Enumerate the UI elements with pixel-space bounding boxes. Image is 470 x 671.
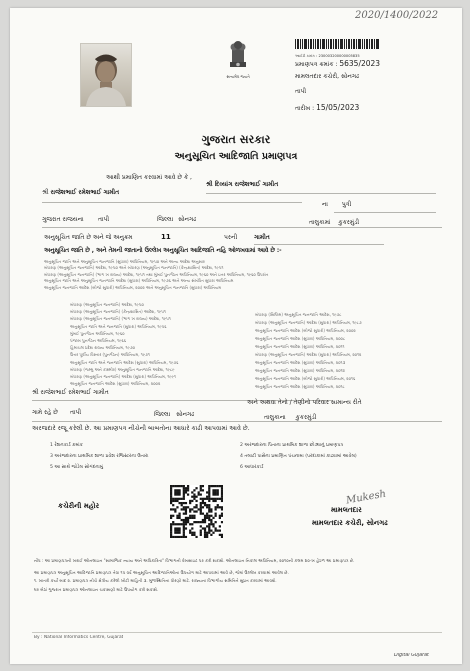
legal-line: બંધારણ (અનુસૂચિત જનજાતિ) (ભાગ ખ રાજ્ય) આદેશ, ૧૯૫૧ તથા મુંબઈ પુનર્ગઠન અધિનિયમ, ૧૯૬૦ અને ઇતર અધિનિયમ, ૧૯૬૦ ઉપરાંત [44,271,269,277]
residence-underline [32,421,442,422]
state-text: ગુજરાત રાજયના [42,216,84,223]
applicant-photo [80,43,132,107]
issue-date-row [295,103,359,113]
act-item: હિમાચલ પ્રદેશ રાજ્ય અધિનિયમ, ૧૯૭૦ [70,345,136,351]
act-item: ઉત્તર પૂર્વીય વિસ્તાર (પુનર્ગઠન) અધિનિયમ, ૧૯૭૧ [70,352,150,358]
barcode-number: આઈડી ક્રમાંક : 230003200000005835 [295,54,360,58]
act-item: અનુસૂચિત જનજાતિ આદેશ (સુધારા) અધિનિયમ, ૨૦૦૨ [70,381,161,387]
footer-note: નોંધ : આ પ્રમાણપત્રની ખરાઈ ઓનલાઇન "સામાજિક ન્યાય અને અધિકારિતા" વિભાગની વેબસાઇટ પર કરી શકાશે. ઓનલાઇન નિકાલ અધિનિયમ, ૨૦૧૦ની કલમ ૪૦-ખ હેઠળ આ પ્રમાણપત્ર છે. [34,558,355,563]
act-item: બંધારણ (સિક્કિમ) અનુસૂચિત જનજાતિ આદેશ, ૧૯૭૮ [255,312,342,317]
act-item: અનુસૂચિત જનજાતિ આદેશ (સુધારા) અધિનિયમ, ૨૦૦૮ [255,336,346,341]
legal-line: બંધારણ (અનુસૂચિત જનજાતિ) આદેશ, ૧૯૫૦ અને બંધારણ (અનુસૂચિત જનજાતિ) (કેન્દ્રશાસિત) આદેશ, ૧૯૫૧ [44,265,224,271]
office-seal-label: કચેરીની મહોર [58,502,100,510]
certificate-page [10,8,462,664]
act-item: અનુસૂચિત જનજાતિ આદેશ (સુધારા) અધિનિયમ, ૨૦૧૪ [255,368,345,373]
certificate-title: અનુસૂચિત આદિજાતિ પ્રમાણપત્ર [174,151,298,162]
item-number: 11 [161,233,171,241]
act-item: બંધારણ (અનુસૂચિત જનજાતિ) (કેન્દ્રશાસિત) આદેશ, ૧૯૫૧ [70,309,166,315]
handwritten-reference: 2020/1400/2022 [355,10,439,21]
barcode-block [295,34,380,59]
document-item: 1 રેશનકાર્ડ ક્રમાંક [50,443,83,448]
officer-signature: Mukesh [345,488,387,507]
nic-credit: By : National Informatics Centre, Gujarat [34,635,124,640]
legal-line: અનુસૂચિત જાતિ અને અનુસૂચિત જનજાતિ આદેશ (સુધારા) અધિનિયમ, ૧૯૭૬ અને અન્ય સંબંધિત સુધારા અધિનિયમ [44,278,234,284]
document-item: 6 આધારકાર્ડ [240,465,264,470]
footer-divider [32,632,442,633]
applicant-name: શ્રી દિવ્યાંગ રાજેશભાઈ ગામીત [206,181,279,188]
resident-statement: અને અથવા તેનો / તેણીનો પરિવાર સામાન્ય રીતે [247,399,362,406]
acts-list-left [70,301,250,387]
qr-code-icon [170,485,223,538]
residence-jilla-row [154,411,194,419]
act-item: બંધારણ (અનુસૂચિત જનજાતિ) આદેશ (સુધારા) અધિનિયમ, ૧૯૮૭ [255,320,362,325]
home-taluka: કુકરમુંડી [338,219,360,226]
tribe-name: ગામીત [254,234,270,241]
father-label: શ્રી [42,189,49,196]
act-item: પંજાબ પુનર્ગઠન અધિનિયમ, ૧૯૬૬ [70,338,126,344]
act-item: બંધારણ (અનુસૂચિત જનજાતિ) આદેશ (સુધારા) અધિનિયમ, ૨૦૧૨ [255,352,362,357]
lion-emblem-icon [221,36,255,70]
documents-right [240,440,445,473]
home-taluka-row [309,219,359,227]
footer-note: આ પ્રમાણપત્ર અનુસૂચિત આદિજાતિ પ્રમાણપત્ર તેવા ૧૫ વર્ષ અનુસૂચિત આદિજાતિઓના ઉપયોગ માટે આપવામાં આવે છે, જેમાં ઉલ્લેખ કરવામાં આવેલ છે. [34,569,289,575]
government-title: ગુજરાત સરકાર [201,133,271,146]
footer-note: ૧. ખાતરી કર્યા બાદ ૨. પ્રમાણપત્ર નીચે ક્ષેત્રીય કરેલી ખોટી માહિતી ૩. મુળસ્થિતિના ધોરણો માટે. રાજ્યના વિભાગીય સમિતિને સુપ્રત કરવામાં આવશે. [34,578,277,583]
act-item: અનુસૂચિત જાતિ અને જનજાતિ આદેશ (સુધારા) અધિનિયમ, ૧૯૭૬ [70,359,179,365]
acts-list-right [255,311,445,391]
residence-taluka-label: તાલુકાના [264,414,286,421]
home-jilla-row [157,216,196,224]
footer-notes [34,557,444,594]
applicant-underline [206,193,436,194]
certificate-number-row [295,59,380,69]
tribe-statement: અનુસૂચિત જાતિ છે , અને તેમની જાતાનો ઉલ્લેખ અનુસૂચિત આદિજાતિ નહિ ઓળખવામાં આવે છે :- [44,248,282,254]
relation-row [322,201,351,209]
act-item: અનુસૂચિત જનજાતિ આદેશ (બીજો સુધારો) અધિનિયમ, ૨૦૦૨ [255,328,356,333]
legal-line: અનુસૂચિત જનજાતિ આદેશ (બીજો સુધારો) અધિનિયમ, ૨૦૦૨ અને અનુસૂચિત જનજાતિ (સુધારા) અધિનિયમ [44,284,222,290]
footer-note: ઘર બેઠાં ગુજરાત પ્રમાણપત્ર ઓનલાઇન ચકાસણી માટે ઉપયોગ કરી શકાશે. [34,586,159,592]
residence-prefix: ગામે રહે છે [32,409,58,416]
officer-title: મામલતદાર [331,506,362,514]
home-district: તાપી [98,216,110,223]
act-item: અનુસૂચિત જનજાતિ આદેશ (સુધારા) અધિનિયમ, ૨૦૧૩ [255,360,346,365]
relation-underline [334,212,436,213]
act-item: અનુસૂચિત જનજાતિ આદેશ (સુધારા) અધિનિયમ, ૨૦૧૮ [255,384,345,389]
relation-label: ના [322,201,328,208]
residence-jilla: સોનગઢ [176,411,195,418]
documents-left [50,440,210,473]
document-item: 2 અરજદારના પિતાના પ્રાથમિક શાળા છોડ્યાનું પ્રમાણપત્ર [240,443,344,448]
issue-date: 15/05/2023 [316,103,360,112]
document-item: 3 અરજદારના પ્રાથમિક શાળા પ્રવેશ રજિસ્ટરના ઉતારા [50,454,149,459]
residence-district: તાપી [70,409,82,416]
act-item: અનુસૂચિત જનજાતિ આદેશ (બીજો સુધારો) અધિનિયમ, ૨૦૧૬ [255,376,356,381]
certificate-number-label: પ્રમાણપત્ર ક્રમાંક : [295,61,338,68]
intro-text: આથી પ્રમાણિત કરવામાં આવે છે કે , [106,174,192,181]
tribe-underline [254,244,384,245]
resident-person: શ્રી રાજેશભાઈ રમેશભાઈ ગામીત [32,389,109,396]
digital-gujarat-credit: Digital Gujarat [394,653,429,658]
item-label: અનુસૂચિત જાતિ છે અને જે અનુક્રમ [44,234,133,241]
act-item: અનુસૂચિત જાતિ અને જનજાતિ (સુધારા) અધિનિયમ, ૧૯૫૬ [70,323,167,329]
legal-paragraph [44,259,444,291]
act-item: બંધારણ (અનુસૂચિત જનજાતિ) આદેશ (સુધારા) અધિનિયમ, ૧૯૯૧ [70,374,176,380]
issuing-district: તાપી [295,88,307,95]
home-jilla: સોનગઢ [178,216,197,223]
act-item: બંધારણ (જમ્મુ અને કાશ્મીર) અનુસૂચિત જનજાતિ આદેશ, ૧૯૮૯ [70,366,175,372]
father-name: રાજેશભાઈ રમેશભાઈ ગામીત [50,189,120,196]
emblem-caption: સત્યમેવ જયતે [226,74,250,79]
act-item: મુંબઈ પુનર્ગઠન અધિનિયમ, ૧૯૬૦ [70,330,125,336]
act-item: અનુસૂચિત જનજાતિ આદેશ (સુધારા) અધિનિયમ, ૨૦૧૧ [255,344,345,349]
document-item: 5 આ સાથે જોડેલ સોગંદનામું [50,465,104,470]
act-item: બંધારણ (અનુસૂચિત જનજાતિ) (ભાગ ખ રાજ્ય) આદેશ, ૧૯૫૧ [70,316,171,322]
issuing-office: મામલતદાર કચેરી, સોનગઢ [295,73,360,80]
residence-jilla-label: જિલ્લા [154,411,171,418]
barcode-icon [295,39,380,49]
national-emblem [221,36,255,80]
act-item: બંધારણ (અનુસૂચિત જનજાતિ) આદેશ, ૧૯૫૦ [70,302,144,307]
officer-office: મામલતદાર કચેરી, સોનગઢ [312,519,388,527]
home-taluka-label: તાલુકામાં [309,219,331,226]
father-underline [42,202,302,203]
residence-taluka: કુકરમુંડી [295,414,317,421]
location-underline [42,227,442,228]
certificate-number: 5635/2023 [339,59,381,68]
father-row [42,189,119,197]
legal-line: અનુસૂચિત જાતિ અને અનુસૂચિત જનજાતિ (સુધારા) અધિનિયમ, ૧૯૫૦ અને અન્ય આદેશ અનુસાર [44,259,205,264]
issue-date-label: તારીખ : [295,105,315,112]
document-item: 4 તલાટી પાસેના પ્રમાણિત પંચનામા (પરદાકામાં કાઢવામાં આવેલ) [240,454,357,459]
home-jilla-label: જિલ્લા [157,216,174,223]
belongs-label: પરની [224,234,238,241]
qr-code[interactable] [170,485,223,538]
basis-statement: અરજદારે રજૂ કરેલી છે. આ પ્રમાણપત્ર નીચેની બાબતોના આધારે કાઢી આપવામાં આવે છે. [32,425,250,432]
relation-value: પુત્રી [341,201,352,208]
